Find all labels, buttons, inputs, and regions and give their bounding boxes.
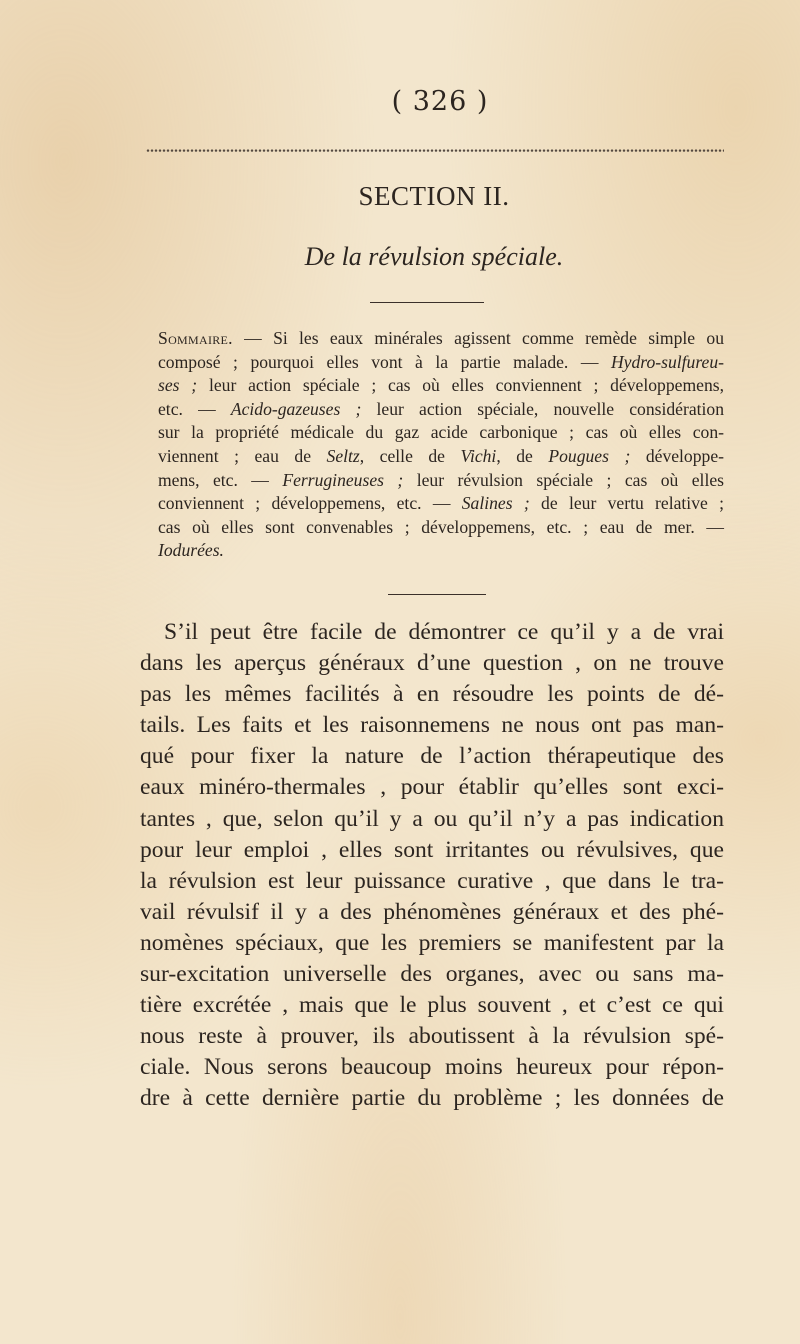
summary-text: de leur vertu relative ;: [529, 493, 724, 514]
summary-line: [158, 327, 724, 351]
summary-text: développe-: [630, 445, 724, 466]
section-title: SECTION II.: [358, 181, 510, 211]
summary-line: [158, 421, 724, 445]
body-line: eaux minéro-thermales , pour établir qu’elles sont exci-: [140, 774, 724, 801]
section-subtitle: De la révulsion spéciale.: [304, 242, 564, 271]
summary-text: leur action spéciale ; cas où elles conviennent ; développemens,: [197, 375, 724, 396]
page-number: ( 326 ): [391, 86, 489, 117]
body-line: ciale. Nous serons beaucoup moins heureux pour répon-: [140, 1054, 724, 1081]
summary-text: composé ; pourquoi elles vont à la partie malade. —: [158, 351, 611, 372]
summary-italic-term: Pougues ;: [548, 445, 631, 466]
body-paragraph: [140, 617, 724, 1115]
divider-rule: [370, 302, 484, 303]
summary-text: — Si les eaux minérales agissent comme remède simple ou: [232, 328, 724, 348]
summary-text: viennent ; eau de: [158, 445, 327, 466]
summary-italic-term: Seltz: [326, 445, 360, 466]
summary-label: Sommaire.: [158, 328, 233, 348]
body-line: pas les mêmes facilités à en résoudre les points de dé-: [140, 681, 724, 708]
summary-text: conviennent ; développemens, etc. —: [158, 493, 462, 514]
summary-line: [158, 351, 724, 375]
ornamental-rule: [146, 147, 724, 156]
summary-italic-term: ses ;: [158, 375, 198, 396]
body-line: tantes , que, selon qu’il y a ou qu’il n’y a pas indication: [140, 805, 724, 832]
body-line: vail révulsif il y a des phénomènes généraux et des phé-: [140, 898, 724, 925]
body-line: nomènes spéciaux, que les premiers se manifestent par la: [140, 929, 724, 956]
summary-line: [158, 374, 724, 398]
body-line: tails. Les faits et les raisonnemens ne nous ont pas man-: [140, 712, 724, 739]
summary-line: [158, 539, 724, 563]
body-line: qué pour fixer la nature de l’action thérapeutique des: [140, 743, 724, 770]
summary-line: [158, 469, 724, 493]
summary-italic-term: Salines ;: [461, 493, 530, 514]
body-line: pour leur emploi , elles sont irritantes ou révulsives, que: [140, 836, 724, 863]
body-line: dans les aperçus généraux d’une question , on ne trouve: [140, 650, 724, 677]
summary-text: , de: [496, 445, 549, 466]
summary-line: [158, 516, 724, 540]
summary-line: [158, 492, 724, 516]
summary-text: sur la propriété médicale du gaz acide carbonique ; cas où elles con-: [158, 422, 724, 443]
summary-italic-term: Acido-gazeuses ;: [230, 398, 362, 419]
body-line: nous reste à prouver, ils aboutissent à la révulsion spé-: [140, 1023, 724, 1050]
summary-text: etc. —: [158, 398, 231, 419]
summary-italic-term: Iodurées.: [158, 540, 224, 561]
body-line: sur-excitation universelle des organes, avec ou sans ma-: [140, 961, 724, 988]
summary-text: , celle de: [359, 445, 461, 466]
summary-line: [158, 445, 724, 469]
summary-italic-term: Ferrugineuses ;: [282, 469, 404, 490]
summary-text: cas où elles sont convenables ; développemens, etc. ; eau de mer. —: [158, 516, 724, 537]
body-line: S’il peut être facile de démontrer ce qu’il y a de vrai: [164, 619, 724, 645]
summary-block: [158, 327, 724, 563]
summary-text: mens, etc. —: [158, 469, 283, 490]
body-line: la révulsion est leur puissance curative , que dans le tra-: [140, 867, 724, 894]
body-line: tière excrétée , mais que le plus souvent , et c’est ce qui: [140, 992, 724, 1019]
summary-text: leur révulsion spéciale ; cas où elles: [403, 469, 724, 490]
body-line: dre à cette dernière partie du problème ; les données de: [140, 1085, 724, 1112]
divider-rule: [388, 594, 486, 595]
summary-line: [158, 398, 724, 422]
summary-text: leur action spéciale, nouvelle considération: [361, 398, 724, 419]
summary-italic-term: Hydro-sulfureu-: [610, 351, 724, 372]
summary-italic-term: Vichi: [460, 445, 497, 466]
